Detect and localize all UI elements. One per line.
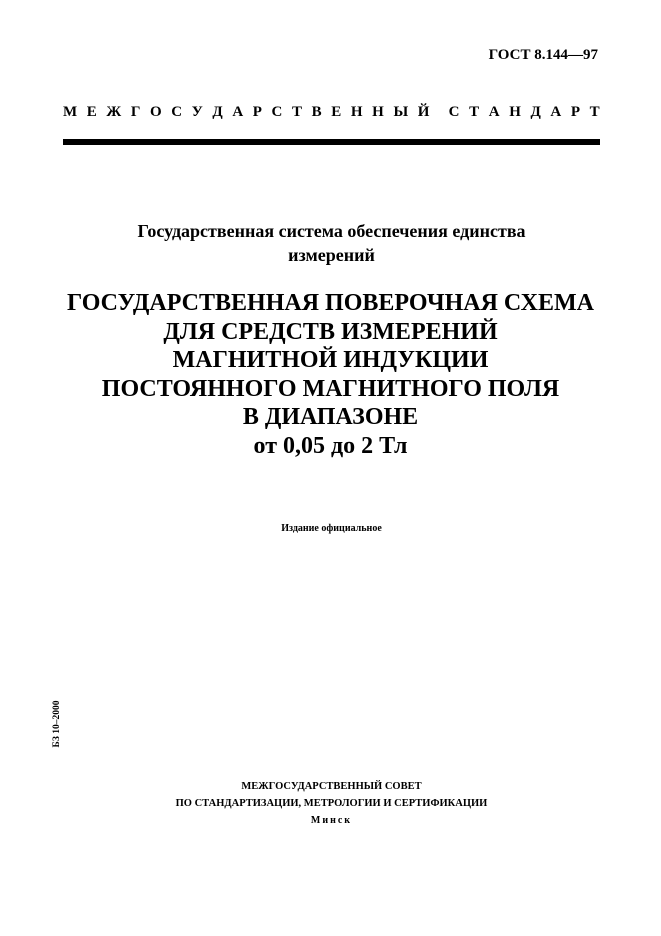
header-letter: Н <box>372 104 384 120</box>
header-letter: М <box>63 104 78 120</box>
document-number: ГОСТ 8.144—97 <box>488 47 598 63</box>
header-letter: Г <box>130 104 141 120</box>
header-letter: Р <box>252 104 262 120</box>
header-letter: С <box>271 104 283 120</box>
header-letter: А <box>550 104 562 120</box>
main-title-line: ГОСУДАРСТВЕННАЯ ПОВЕРОЧНАЯ СХЕМА <box>67 290 594 316</box>
main-title-line: ПОСТОЯННОГО МАГНИТНОГО ПОЛЯ <box>101 375 560 402</box>
header-letter: Р <box>570 104 581 120</box>
main-title-line: ДЛЯ СРЕДСТВ ИЗМЕРЕНИЙ <box>163 318 498 345</box>
header-letter: Н <box>509 104 521 120</box>
publisher-block <box>63 778 600 829</box>
header-letter: С <box>448 104 460 120</box>
main-title-line: МАГНИТНОЙ ИНДУКЦИИ <box>172 347 489 373</box>
header-letter: Т <box>589 104 600 120</box>
series-title <box>63 219 600 267</box>
header-letter: С <box>171 104 183 120</box>
header-letter: Д <box>530 104 541 120</box>
header-divider <box>63 139 600 145</box>
header-letter: Ж <box>106 104 122 120</box>
main-title-line: В ДИАПАЗОНЕ <box>242 404 419 430</box>
header-letter: Т <box>292 104 303 120</box>
publisher-line: ПО СТАНДАРТИЗАЦИИ, МЕТРОЛОГИИ И СЕРТИФИКАЦИИ <box>175 798 488 809</box>
publisher-line: МЕЖГОСУДАРСТВЕННЫЙ СОВЕТ <box>241 781 422 792</box>
side-code: БЗ 10–2000 <box>52 700 62 748</box>
header-letter: Т <box>469 104 480 120</box>
header-letter: А <box>488 104 500 120</box>
header-letter: Ы <box>393 104 409 120</box>
interstate-standard-header <box>63 104 600 121</box>
header-letter: Д <box>212 104 223 120</box>
publisher-city: Минск <box>310 815 353 826</box>
header-letter: У <box>191 104 203 120</box>
header-letter: Й <box>417 104 430 120</box>
header-letter: Н <box>350 104 363 120</box>
header-letter: О <box>150 104 162 120</box>
header-letter: А <box>232 104 244 120</box>
edition-label: Издание официальное <box>281 523 382 534</box>
header-letter: В <box>311 104 322 120</box>
header-letter: Е <box>86 104 97 120</box>
main-title <box>40 289 621 460</box>
header-letter: Е <box>331 104 342 120</box>
series-title-line: измерений <box>288 245 375 265</box>
series-title-line: Государственная система обеспечения единства <box>137 221 526 241</box>
main-title-line: от 0,05 до 2 Тл <box>253 432 408 459</box>
